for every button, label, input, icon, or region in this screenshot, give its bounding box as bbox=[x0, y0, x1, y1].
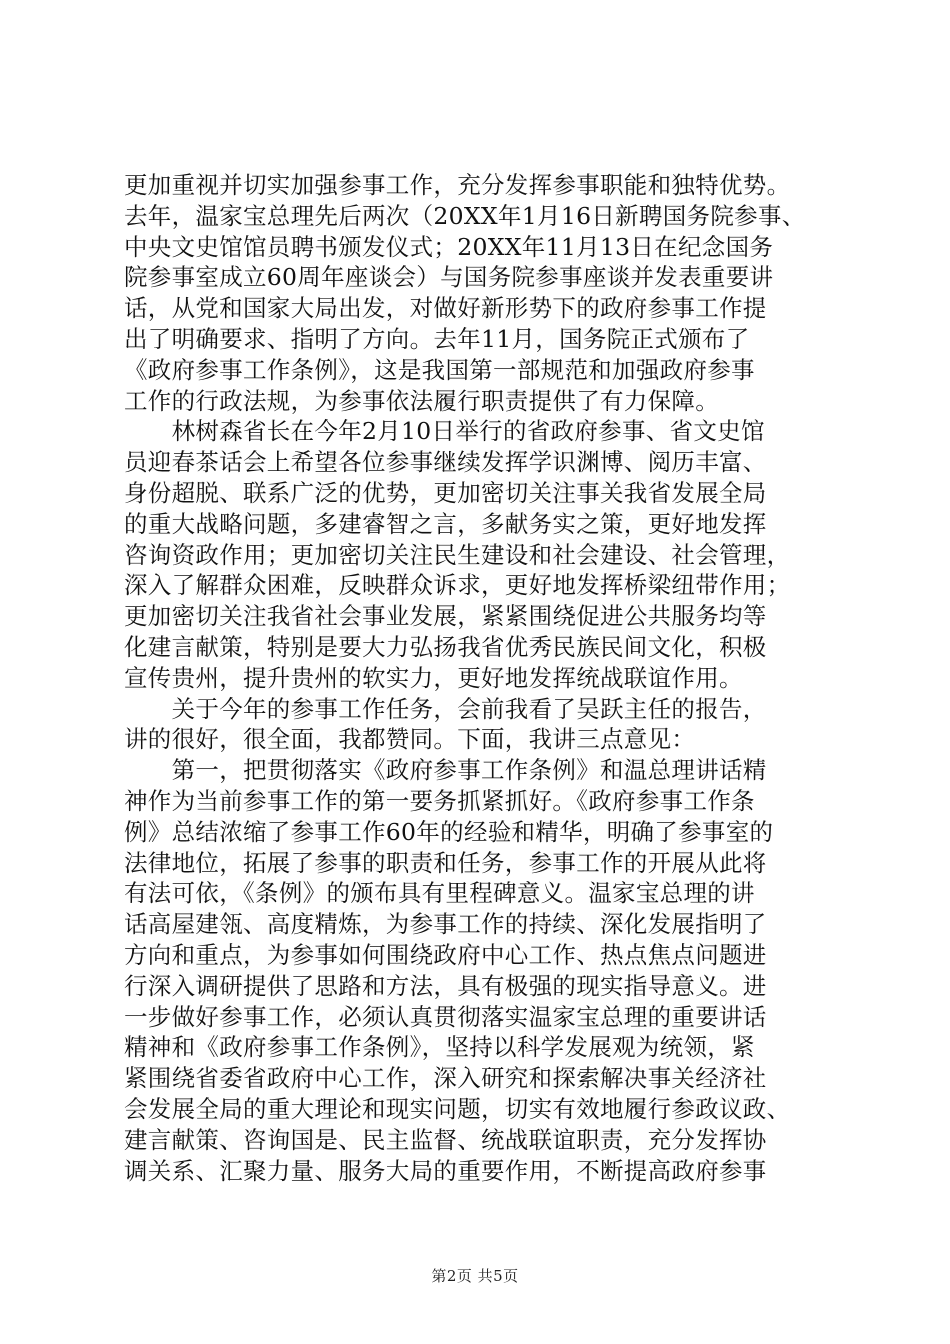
text-line: 话高屋建瓴、高度精炼，为参事工作的持续、深化发展指明了 bbox=[124, 910, 767, 939]
text-line: 关于今年的参事工作任务，会前我看了吴跃主任的报告， bbox=[124, 694, 767, 723]
text-line: 化建言献策，特别是要大力弘扬我省优秀民族民间文化，积极 bbox=[124, 632, 767, 661]
text-line: 中央文史馆馆员聘书颁发仪式；20XX年11月13日在纪念国务 bbox=[124, 232, 774, 261]
text-line: 员迎春茶话会上希望各位参事继续发挥学识渊博、阅历丰富、 bbox=[124, 448, 767, 477]
text-line: 神作为当前参事工作的第一要务抓紧抓好。《政府参事工作条 bbox=[124, 786, 755, 815]
text-line: 第一，把贯彻落实《政府参事工作条例》和温总理讲话精 bbox=[124, 756, 767, 785]
text-line: 方向和重点，为参事如何围绕政府中心工作、热点焦点问题进 bbox=[124, 940, 767, 969]
text-line: 精神和《政府参事工作条例》，坚持以科学发展观为统领，紧 bbox=[124, 1033, 755, 1062]
text-line: 话，从党和国家大局出发，对做好新形势下的政府参事工作提 bbox=[124, 294, 767, 323]
text-line: 讲的很好，很全面，我都赞同。下面，我讲三点意见： bbox=[124, 725, 696, 754]
body-text bbox=[124, 170, 836, 1186]
text-line: 更加重视并切实加强参事工作，充分发挥参事职能和独特优势。 bbox=[124, 171, 791, 199]
text-line: 工作的行政法规，为参事依法履行职责提供了有力保障。 bbox=[124, 386, 719, 415]
text-line: 法律地位，拓展了参事的职责和任务，参事工作的开展从此将 bbox=[124, 848, 767, 877]
text-line: 建言献策、咨询国是、民主监督、统战联谊职责，充分发挥协 bbox=[124, 1125, 767, 1154]
text-line: 例》总结浓缩了参事工作60年的经验和精华，明确了参事室的 bbox=[124, 817, 774, 846]
text-line: 有法可依，《条例》的颁布具有里程碑意义。温家宝总理的讲 bbox=[124, 879, 755, 908]
text-line: 的重大战略问题，多建睿智之言，多献务实之策，更好地发挥 bbox=[124, 509, 767, 538]
text-line: 《政府参事工作条例》，这是我国第一部规范和加强政府参事 bbox=[124, 355, 755, 384]
text-line: 宣传贵州，提升贵州的软实力，更好地发挥统战联谊作用。 bbox=[124, 663, 743, 692]
text-line: 一步做好参事工作，必须认真贯彻落实温家宝总理的重要讲话 bbox=[124, 1002, 767, 1031]
text-line: 行深入调研提供了思路和方法，具有极强的现实指导意义。进 bbox=[124, 971, 767, 1000]
text-line: 去年，温家宝总理先后两次（20XX年1月16日新聘国务院参事、 bbox=[124, 201, 806, 230]
page-number-footer: 第2页 共5页 bbox=[431, 1267, 519, 1285]
text-line: 会发展全局的重大理论和现实问题，切实有效地履行参政议政、 bbox=[124, 1094, 791, 1123]
text-line: 出了明确要求、指明了方向。去年11月，国务院正式颁布了 bbox=[124, 324, 750, 353]
text-line: 紧围绕省委省政府中心工作，深入研究和探索解决事关经济社 bbox=[124, 1064, 767, 1093]
text-line: 调关系、汇聚力量、服务大局的重要作用，不断提高政府参事 bbox=[124, 1156, 767, 1185]
text-line: 咨询资政作用；更加密切关注民生建设和社会建设、社会管理， bbox=[124, 540, 791, 569]
text-line: 院参事室成立60周年座谈会）与国务院参事座谈并发表重要讲 bbox=[124, 263, 774, 292]
text-line: 身份超脱、联系广泛的优势，更加密切关注事关我省发展全局 bbox=[124, 478, 767, 507]
text-line: 林树森省长在今年2月10日举行的省政府参事、省文史馆 bbox=[124, 417, 765, 446]
text-line: 更加密切关注我省社会事业发展，紧紧围绕促进公共服务均等 bbox=[124, 602, 767, 631]
text-line: 深入了解群众困难，反映群众诉求，更好地发挥桥梁纽带作用； bbox=[124, 571, 791, 600]
